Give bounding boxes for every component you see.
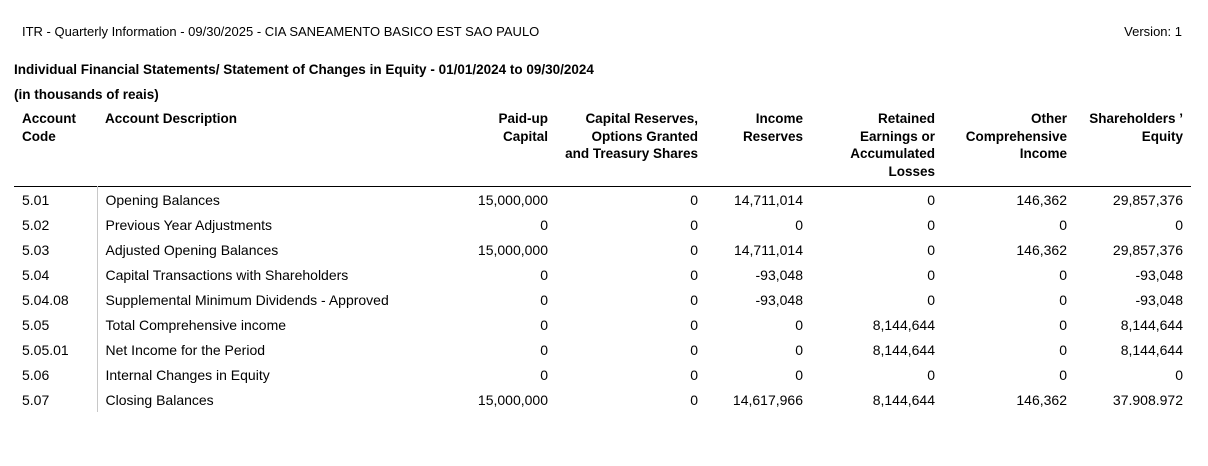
shareholders-equity-cell: 29,857,376 — [1112, 192, 1183, 209]
account-description-cell: Closing Balances — [97, 387, 457, 412]
table-row — [14, 213, 1191, 238]
other-comprehensive-income-cell: 0 — [1059, 267, 1067, 284]
table-row — [14, 263, 1191, 288]
capital-reserves-cell: 0 — [690, 242, 698, 259]
capital-reserves-cell: 0 — [690, 391, 698, 408]
other-comprehensive-income-cell: 146,362 — [1016, 391, 1067, 408]
account-description-cell: Adjusted Opening Balances — [97, 238, 457, 263]
paid-up-capital-cell: 15,000,000 — [477, 242, 548, 259]
account-code-cell: 5.03 — [22, 242, 50, 259]
header-retained-earnings: Retained Earnings or Accumulated Losses — [850, 111, 935, 179]
income-reserves-cell: 0 — [795, 217, 803, 234]
shareholders-equity-cell: 37.908.972 — [1112, 391, 1183, 408]
shareholders-equity-cell: -93,048 — [1135, 292, 1183, 308]
income-reserves-cell: 14,617,966 — [732, 391, 803, 408]
shareholders-equity-cell: 29,857,376 — [1112, 242, 1183, 259]
table-row — [14, 288, 1191, 313]
account-code-cell: 5.01 — [22, 192, 50, 209]
capital-reserves-cell: 0 — [690, 267, 698, 284]
shareholders-equity-cell: -93,048 — [1135, 267, 1183, 284]
shareholders-equity-cell: 0 — [1175, 217, 1183, 234]
paid-up-capital-cell: 0 — [540, 217, 548, 234]
table-header-row — [14, 110, 1191, 187]
income-reserves-cell: 14,711,014 — [733, 242, 803, 259]
retained-earnings-cell: 0 — [927, 292, 935, 308]
retained-earnings-cell: 0 — [927, 217, 935, 234]
header-capital-reserves: Capital Reserves, Options Granted and Treasury Shares — [565, 111, 698, 161]
table-body — [14, 187, 1191, 413]
retained-earnings-cell: 0 — [927, 242, 935, 259]
capital-reserves-cell: 0 — [690, 341, 698, 358]
header-paid-up-capital: Paid-up Capital — [498, 111, 548, 144]
table-row — [14, 312, 1191, 337]
account-code-cell: 5.02 — [22, 217, 50, 234]
table-row — [14, 337, 1191, 362]
account-description-cell: Total Comprehensive income — [97, 312, 457, 337]
account-description-cell: Supplemental Minimum Dividends - Approved — [97, 288, 457, 313]
paid-up-capital-cell: 15,000,000 — [477, 192, 548, 209]
capital-reserves-cell: 0 — [690, 192, 698, 209]
header-account-code: Account Code — [22, 111, 76, 144]
income-reserves-cell: -93,048 — [755, 267, 803, 284]
retained-earnings-cell: 0 — [927, 192, 935, 209]
account-code-cell: 5.05.01 — [22, 341, 69, 358]
paid-up-capital-cell: 0 — [540, 366, 548, 383]
account-code-cell: 5.04 — [22, 267, 50, 284]
account-code-cell: 5.04.08 — [22, 292, 69, 308]
account-description-cell: Opening Balances — [97, 187, 457, 213]
retained-earnings-cell: 0 — [927, 267, 935, 284]
paid-up-capital-cell: 0 — [540, 341, 548, 358]
other-comprehensive-income-cell: 0 — [1059, 217, 1067, 234]
document-header-title: ITR - Quarterly Information - 09/30/2025 - CIA SANEAMENTO BASICO EST SAO PAULO — [22, 24, 540, 39]
other-comprehensive-income-cell: 0 — [1059, 292, 1067, 308]
retained-earnings-cell: 8,144,644 — [872, 341, 935, 358]
other-comprehensive-income-cell: 0 — [1059, 366, 1067, 383]
header-other-comprehensive-income: Other Comprehensive Income — [965, 111, 1067, 161]
capital-reserves-cell: 0 — [690, 217, 698, 234]
statement-title: Individual Financial Statements/ Statement of Changes in Equity - 01/01/2024 to 09/30/2024 — [14, 62, 594, 77]
paid-up-capital-cell: 0 — [540, 316, 548, 333]
shareholders-equity-cell: 8,144,644 — [1120, 341, 1183, 358]
header-shareholders-equity: Shareholders ’ Equity — [1089, 111, 1183, 144]
account-description-cell: Net Income for the Period — [97, 337, 457, 362]
table-row — [14, 362, 1191, 387]
account-code-cell: 5.05 — [22, 316, 50, 333]
header-account-description: Account Description — [105, 111, 238, 126]
account-code-cell: 5.07 — [22, 391, 50, 408]
account-code-cell: 5.06 — [22, 366, 50, 383]
account-description-cell: Previous Year Adjustments — [97, 213, 457, 238]
other-comprehensive-income-cell: 0 — [1059, 341, 1067, 358]
shareholders-equity-cell: 0 — [1175, 366, 1183, 383]
account-description-cell: Capital Transactions with Shareholders — [97, 263, 457, 288]
retained-earnings-cell: 8,144,644 — [872, 316, 935, 333]
capital-reserves-cell: 0 — [690, 366, 698, 383]
version-label: Version: 1 — [1124, 24, 1182, 39]
other-comprehensive-income-cell: 146,362 — [1016, 242, 1067, 259]
units-note: (in thousands of reais) — [14, 87, 159, 102]
table-row — [14, 187, 1191, 213]
paid-up-capital-cell: 15,000,000 — [477, 391, 548, 408]
income-reserves-cell: 0 — [795, 341, 803, 358]
paid-up-capital-cell: 0 — [540, 292, 548, 308]
income-reserves-cell: 14,711,014 — [733, 192, 803, 209]
capital-reserves-cell: 0 — [690, 316, 698, 333]
shareholders-equity-cell: 8,144,644 — [1120, 316, 1183, 333]
capital-reserves-cell: 0 — [690, 292, 698, 308]
income-reserves-cell: -93,048 — [755, 292, 803, 308]
table-row — [14, 238, 1191, 263]
retained-earnings-cell: 0 — [927, 366, 935, 383]
income-reserves-cell: 0 — [795, 316, 803, 333]
table-row — [14, 387, 1191, 412]
account-description-cell: Internal Changes in Equity — [97, 362, 457, 387]
equity-changes-table — [14, 110, 1191, 412]
income-reserves-cell: 0 — [795, 366, 803, 383]
paid-up-capital-cell: 0 — [540, 267, 548, 284]
other-comprehensive-income-cell: 146,362 — [1016, 192, 1067, 209]
other-comprehensive-income-cell: 0 — [1059, 316, 1067, 333]
header-income-reserves: Income Reserves — [742, 111, 803, 144]
retained-earnings-cell: 8,144,644 — [872, 391, 935, 408]
